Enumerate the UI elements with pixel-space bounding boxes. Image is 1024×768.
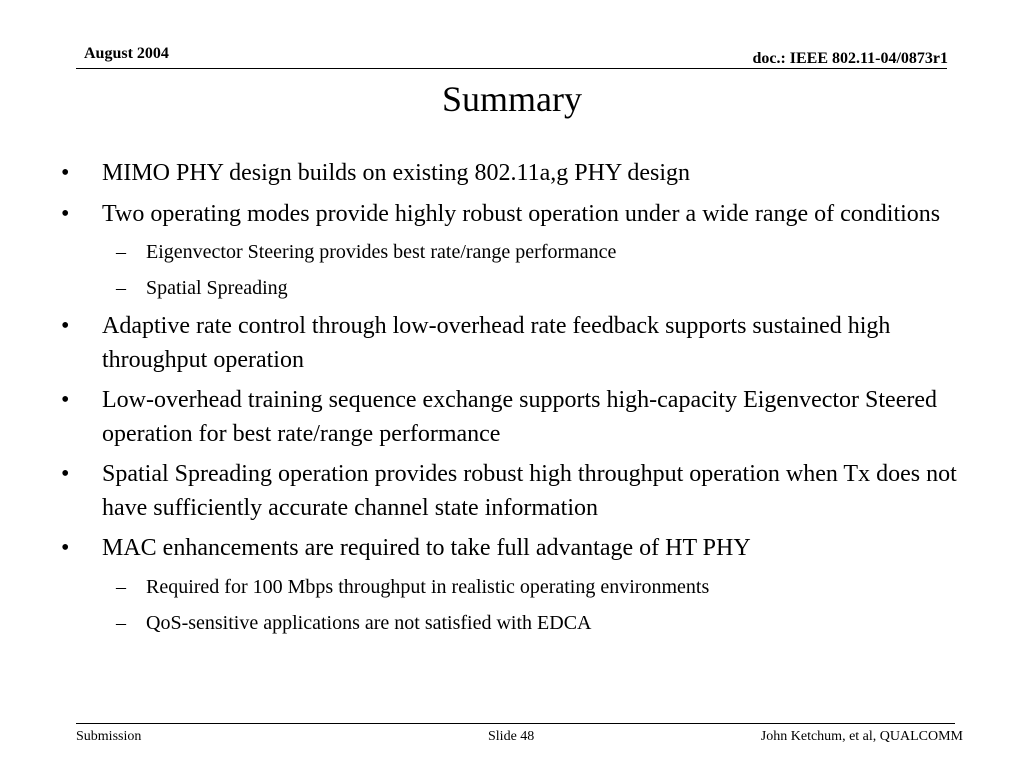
sub-bullet-marker: – — [116, 277, 126, 299]
sub-bullet-marker: – — [116, 575, 126, 598]
sub-bullet-item — [58, 274, 988, 302]
sub-bullet-marker: – — [116, 611, 126, 634]
bullet-item — [58, 198, 988, 232]
slide-content — [58, 157, 988, 645]
sub-bullet-text: Required for 100 Mbps throughput in realistic operating environments — [146, 575, 710, 598]
bullet-item — [58, 310, 988, 377]
slide-title: Summary — [442, 79, 582, 119]
bullet-marker: • — [61, 200, 70, 227]
sub-bullet-marker: – — [116, 241, 126, 263]
sub-bullet-text: Eigenvector Steering provides best rate/range performance — [146, 241, 617, 263]
bullet-marker: • — [61, 461, 70, 487]
bullet-marker: • — [61, 160, 70, 186]
header-date: August 2004 — [84, 45, 169, 62]
bullet-marker: • — [61, 313, 70, 339]
sub-bullet-item — [58, 238, 988, 266]
bullet-text: Low-overhead training sequence exchange supports high-capacity Eigenvector Steered operation for best rate/range performance — [102, 387, 937, 447]
bullet-text: Two operating modes provide highly robust operation under a wide range of conditions — [102, 200, 941, 227]
header-doc-id: doc.: IEEE 802.11-04/0873r1 — [752, 50, 948, 67]
sub-bullet-item — [58, 609, 988, 637]
footer-rule — [76, 723, 955, 724]
bullet-item — [58, 458, 988, 525]
footer-submission: Submission — [76, 729, 142, 744]
footer-slide-number: Slide 48 — [488, 729, 535, 744]
sub-bullet-text: Spatial Spreading — [146, 277, 288, 299]
bullet-text: Spatial Spreading operation provides robust high throughput operation when Tx does not have sufficiently accurate channel state information — [102, 461, 957, 521]
bullet-item — [58, 157, 988, 191]
bullet-text: MAC enhancements are required to take full advantage of HT PHY — [102, 535, 751, 561]
sub-bullet-item — [58, 573, 988, 601]
bullet-text: Adaptive rate control through low-overhead rate feedback supports sustained high throughput operation — [102, 313, 891, 373]
bullet-item — [58, 384, 988, 451]
bullet-marker: • — [61, 535, 70, 561]
bullet-marker: • — [61, 387, 70, 413]
bullet-item — [58, 532, 988, 566]
header-rule — [76, 68, 947, 69]
bullet-text: MIMO PHY design builds on existing 802.11a,g PHY design — [102, 160, 690, 186]
sub-bullet-text: QoS-sensitive applications are not satisfied with EDCA — [146, 611, 592, 634]
footer-author: John Ketchum, et al, QUALCOMM — [760, 729, 963, 744]
